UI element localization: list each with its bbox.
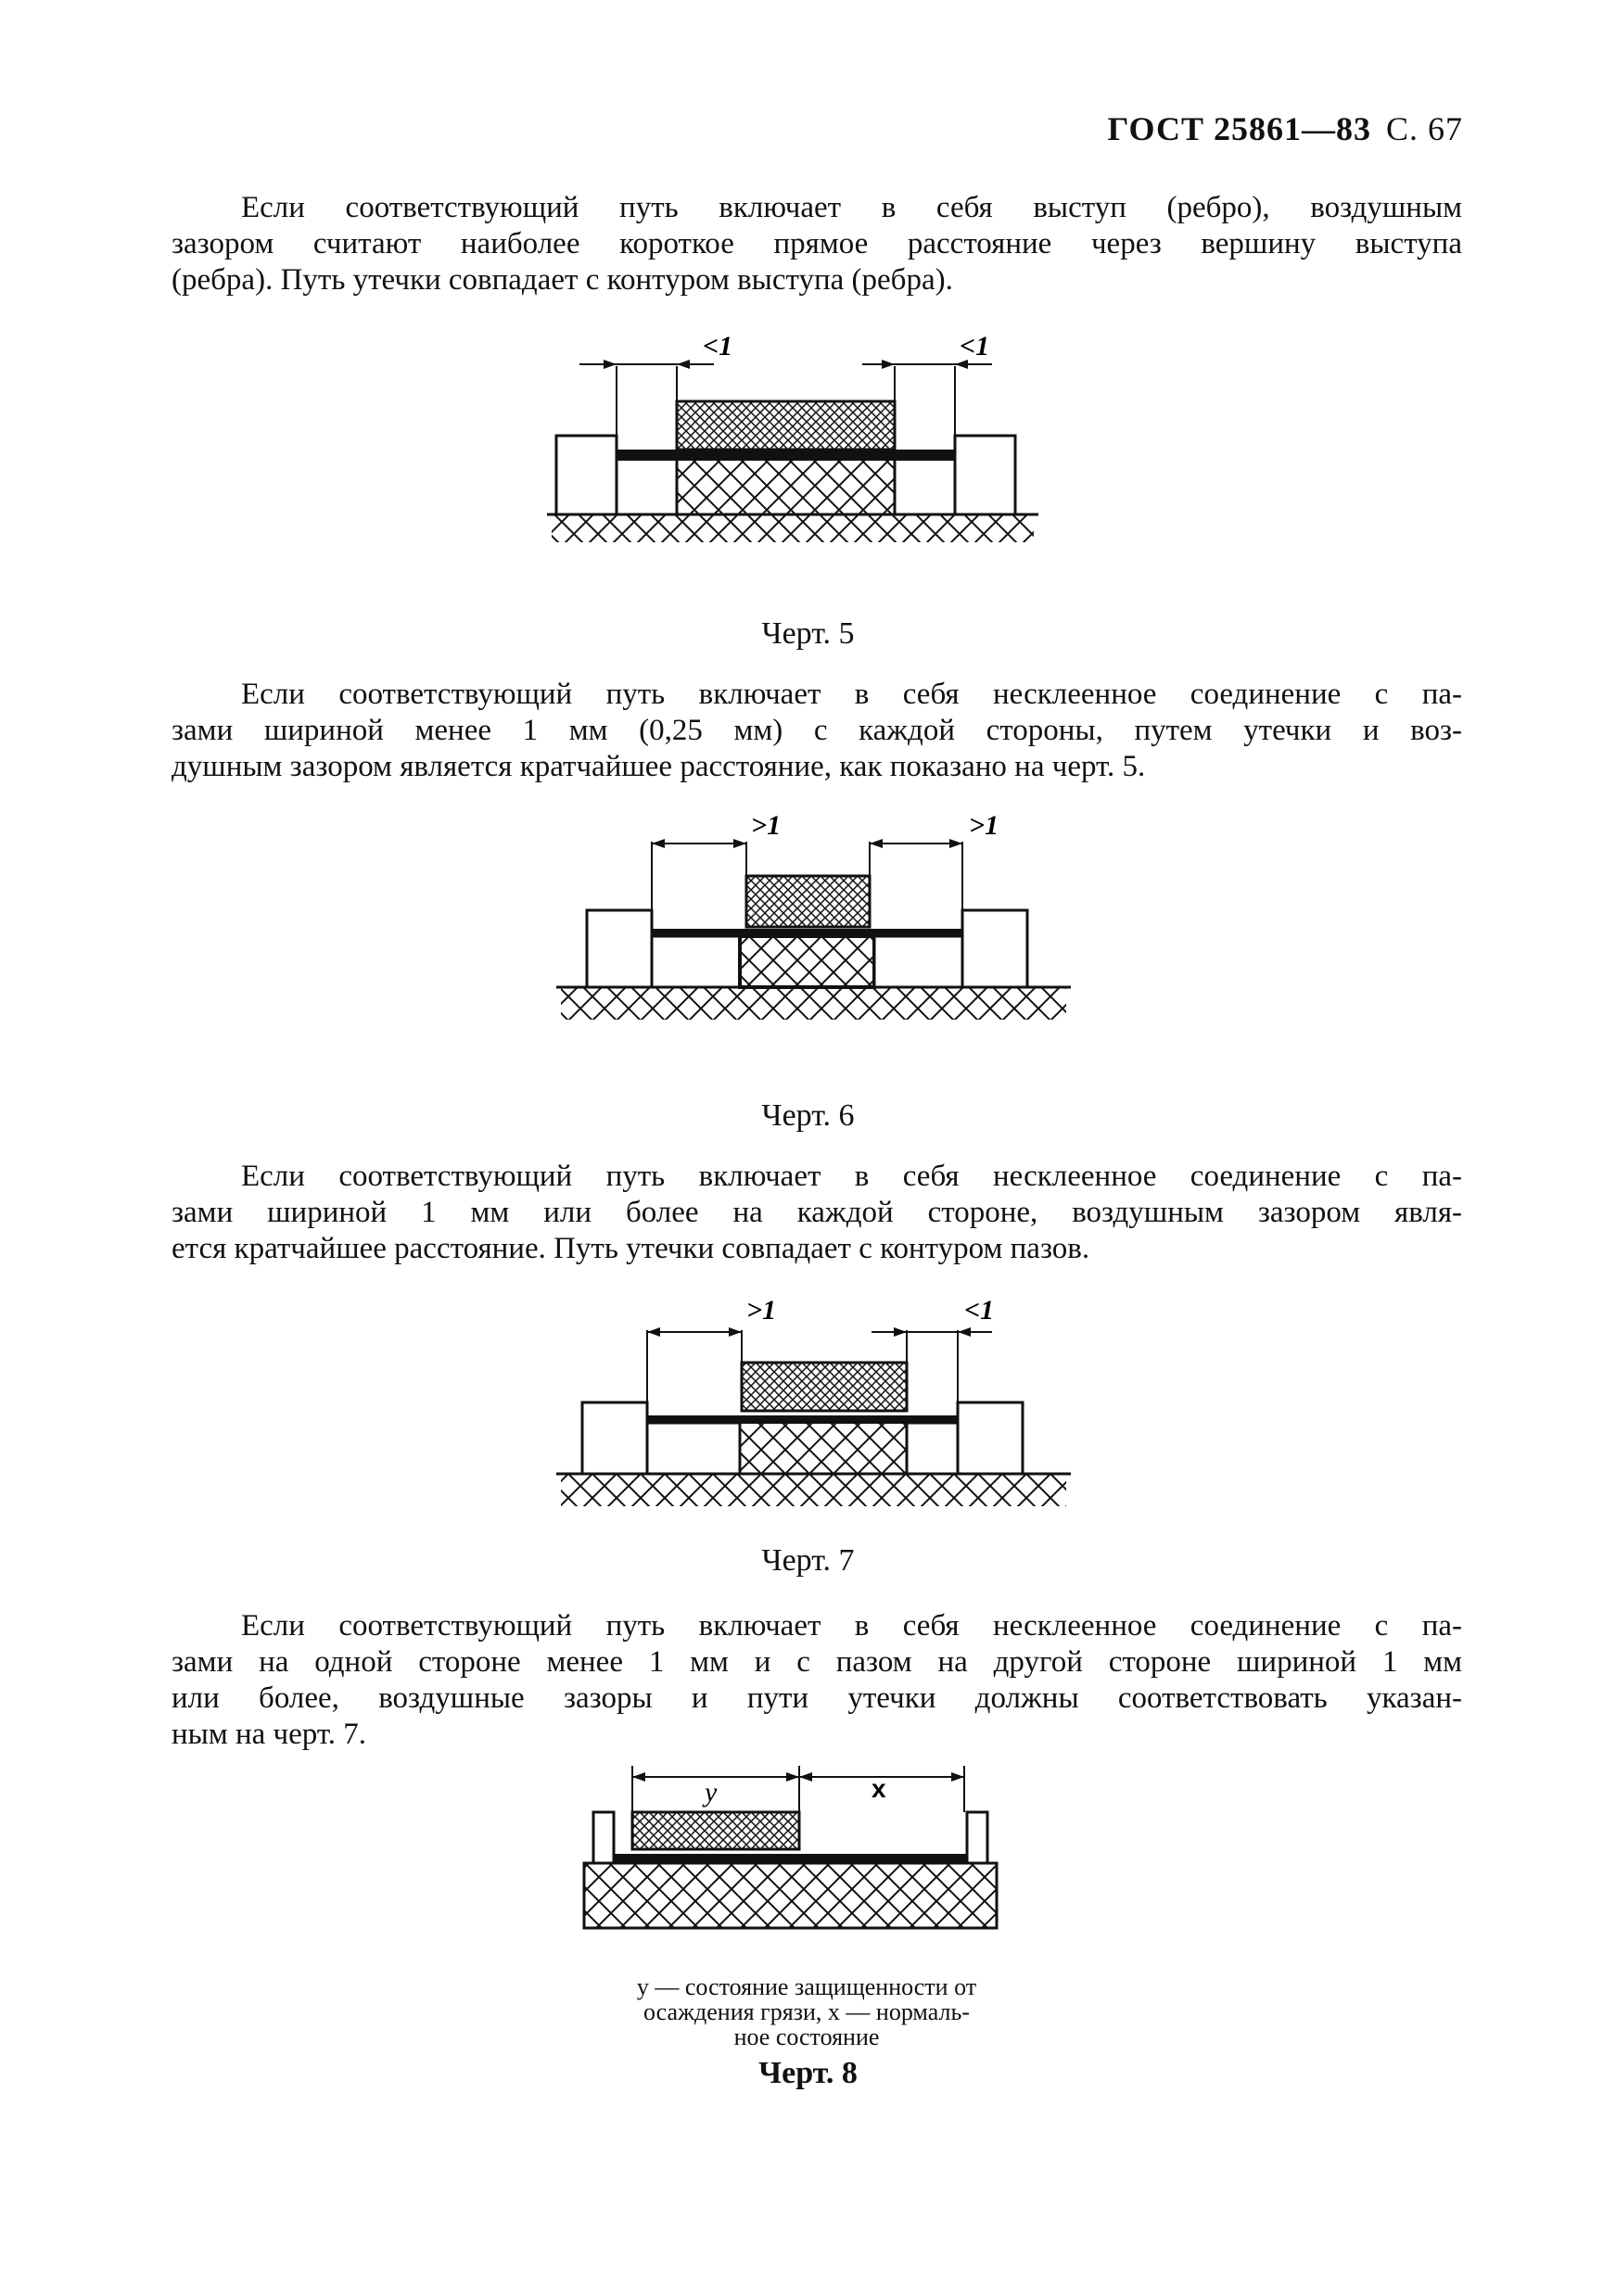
dim-label: x bbox=[872, 1774, 886, 1803]
paragraph-line: душным зазором является кратчайшее расстояние, как показано на черт. 5. bbox=[172, 750, 1146, 783]
standard-number: ГОСТ 25861—83 bbox=[1107, 110, 1371, 147]
paragraph-4 bbox=[172, 1608, 1462, 1753]
legend-line: осаждения грязи, x — нормаль- bbox=[643, 1998, 970, 2025]
legend-line: y — состояние защищенности от bbox=[636, 1973, 977, 2000]
figure-7 bbox=[556, 1293, 1075, 1516]
figure-caption-7: Черт. 7 bbox=[761, 1543, 855, 1578]
dim-label: >1 bbox=[751, 810, 782, 841]
figure-8 bbox=[575, 1757, 1001, 1933]
paragraph-line: зами на одной стороне менее 1 мм и с пазом на другой стороне шириной 1 мм bbox=[172, 1645, 1462, 1679]
figure-6 bbox=[556, 810, 1075, 1038]
paragraph-line: (ребра). Путь утечки совпадает с контуром выступа (ребра). bbox=[172, 263, 953, 297]
dim-label: <1 bbox=[703, 331, 733, 362]
figure-8-legend bbox=[519, 1974, 1094, 2049]
paragraph-line: ным на черт. 7. bbox=[172, 1718, 367, 1751]
dim-label: >1 bbox=[969, 810, 999, 841]
paragraph-line: зами шириной 1 мм или более на каждой стороне, воздушным зазором явля- bbox=[172, 1196, 1462, 1229]
paragraph-2 bbox=[172, 677, 1462, 785]
paragraph-line: Если соответствующий путь включает в себя несклеенное соединение с па- bbox=[241, 678, 1462, 711]
dim-label: <1 bbox=[960, 331, 990, 362]
page-number: С. 67 bbox=[1385, 110, 1463, 147]
figure-caption-6: Черт. 6 bbox=[761, 1098, 855, 1133]
figure-5 bbox=[538, 329, 1057, 552]
dim-label: y bbox=[705, 1777, 718, 1808]
paragraph-line: ется кратчайшее расстояние. Путь утечки совпадает с контуром пазов. bbox=[172, 1232, 1090, 1265]
paragraph-line: зазором считают наиболее короткое прямое расстояние через вершину выступа bbox=[172, 227, 1462, 260]
paragraph-line: Если соответствующий путь включает в себя несклеенное соединение с па- bbox=[241, 1160, 1462, 1193]
figure-caption-8: Черт. 8 bbox=[758, 2056, 858, 2090]
paragraph-3 bbox=[172, 1159, 1462, 1267]
page-header bbox=[1108, 109, 1463, 148]
figure-caption-5: Черт. 5 bbox=[761, 616, 855, 651]
legend-line: ное состояние bbox=[733, 2023, 880, 2050]
paragraph-line: или более, воздушные зазоры и пути утечки должны соответствовать указан- bbox=[172, 1681, 1462, 1715]
paragraph-1 bbox=[172, 190, 1462, 298]
paragraph-line: Если соответствующий путь включает в себя выступ (ребро), воздушным bbox=[241, 191, 1462, 224]
paragraph-line: Если соответствующий путь включает в себя несклеенное соединение с па- bbox=[241, 1609, 1462, 1643]
dim-label: >1 bbox=[746, 1295, 777, 1326]
paragraph-line: зами шириной менее 1 мм (0,25 мм) с каждой стороны, путем утечки и воз- bbox=[172, 714, 1462, 747]
dim-label: <1 bbox=[964, 1295, 995, 1326]
